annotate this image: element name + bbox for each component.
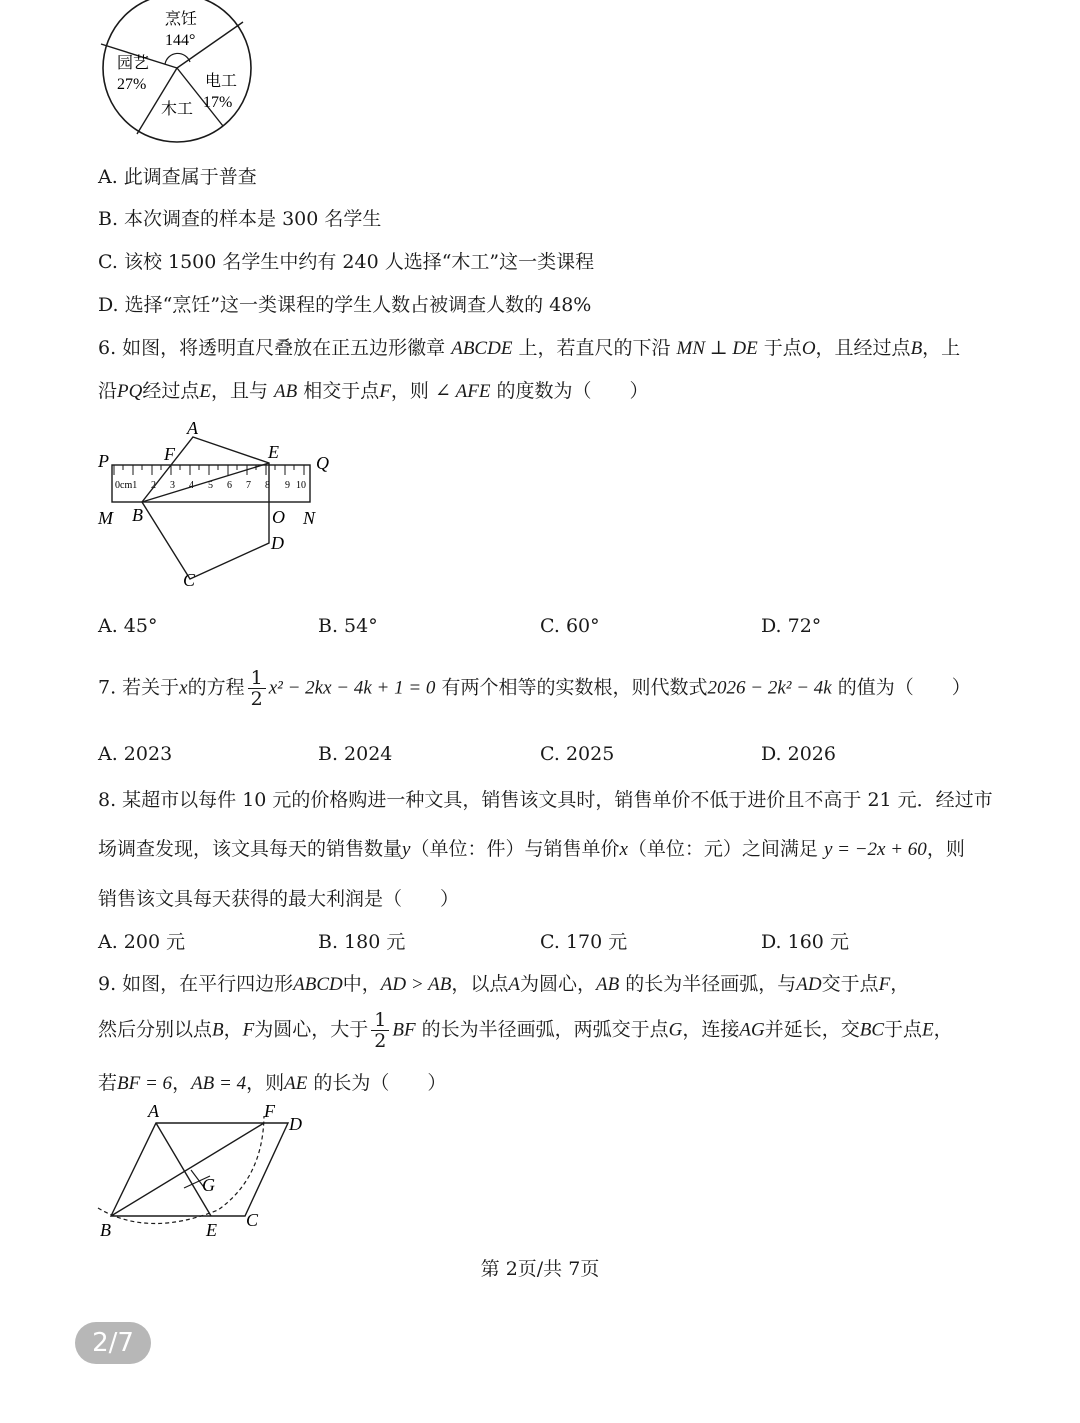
ruler-tick-9: 9 [285,480,290,491]
q6-option-d: D. 72° [761,615,822,637]
pie-chart-figure [95,0,260,160]
q7-option-b: B. 2024 [318,743,393,765]
pie-value-cooking: 144° [165,32,196,49]
q9-label-G: G [202,1175,215,1195]
q6-label-A: A [187,418,198,438]
q6-label-E: E [268,442,279,462]
q6-label-M: M [98,508,113,528]
q6-label-N: N [303,508,316,528]
ruler-tick-0: 0cm1 [115,480,138,491]
q8-option-b: B. 180 元 [318,931,406,953]
q7-option-c: C. 2025 [540,743,615,765]
q8-option-a: A. 200 元 [98,931,186,953]
q6-option-a: A. 45° [98,615,158,637]
q9-stem-line3: 若BF = 6，AB = 4，则AE 的长为（ ） [98,1072,447,1094]
q9-label-E: E [206,1220,217,1240]
pie-label-electric: 电工 [205,73,238,90]
q6-label-Q: Q [316,453,329,473]
q5-option-c: C. 该校 1500 名学生中约有 240 人选择“木工”这一类课程 [98,251,595,273]
ruler-tick-10: 10 [296,480,306,491]
pie-label-gardening: 园艺 [117,55,150,72]
page-footer: 第 2页/共 7页 [480,1258,600,1280]
q9-label-D: D [289,1114,302,1134]
q5-option-b: B. 本次调查的样本是 300 名学生 [98,208,382,230]
q9-label-C: C [246,1210,259,1230]
q9-label-B: B [100,1220,111,1240]
pie-label-cooking: 烹饪 [165,11,198,28]
ruler-tick-5: 5 [208,480,213,491]
q7-stem: 7. 若关于x的方程 $\frac{1}{2}$ x² − 2kx − 4k + 1 = 0 有两个相等的实数根，则代数式2026 − 2k² − 4k 的值为（ ） [98,667,971,710]
q5-option-a: A. 此调查属于普查 [98,166,257,188]
pie-label-woodwork: 木工 [161,101,194,118]
q8-stem-line3: 销售该文具每天获得的最大利润是（ ） [98,888,460,910]
ruler-tick-7: 7 [246,480,251,491]
q9-parallelogram-figure [88,1098,328,1243]
q9-stem-line2: 然后分别以点B，F为圆心，大于 $\frac{1}{2}$ BF 的长为半径画弧，两弧交于点G，连接AG并延长，交BC于点E， [98,1009,953,1052]
q5-option-d: D. 选择“烹饪”这一类课程的学生人数占被调查人数的 48% [98,294,592,316]
q6-stem-line2: 沿PQ经过点E，且与 AB 相交于点F，则 ∠ AFE 的度数为（ ） [98,380,649,402]
q9-label-A: A [148,1101,159,1121]
ruler-tick-3: 3 [170,480,175,491]
ruler-tick-4: 4 [189,480,194,491]
q7-option-a: A. 2023 [98,743,173,765]
q9-label-F: F [264,1101,275,1121]
q9-stem-line1: 9. 如图，在平行四边形ABCD中，AD > AB，以点A为圆心，AB 的长为半径画弧，与AD交于点F， [98,973,910,995]
ruler-tick-6: 6 [227,480,232,491]
q6-option-b: B. 54° [318,615,378,637]
q8-stem-line2: 场调查发现，该文具每天的销售数量y（单位：件）与销售单价x（单位：元）之间满足 y = −2x + 60，则 [98,838,965,860]
q7-fraction: $\frac{1}{2}$ [248,668,266,709]
ruler-tick-8: 8 [265,480,270,491]
q8-stem-line1: 8. 某超市以每件 10 元的价格购进一种文具，销售该文具时，销售单价不低于进价且不高于 21 元．经过市 [98,789,993,811]
pie-value-electric: 17% [203,94,233,111]
q8-option-c: C. 170 元 [540,931,628,953]
q6-ruler-pentagon-figure [90,415,350,595]
q6-label-D: D [271,533,284,553]
q9-fraction: $\frac{1}{2}$ [371,1010,389,1051]
ruler-tick-2: 2 [151,480,156,491]
q8-option-d: D. 160 元 [761,931,849,953]
q6-label-P: P [98,451,109,471]
pie-value-gardening: 27% [117,76,147,93]
q6-option-c: C. 60° [540,615,600,637]
page-indicator: 2/7 [75,1322,151,1364]
q6-label-F: F [164,444,175,464]
q6-label-O: O [272,507,285,527]
q6-label-B: B [132,505,143,525]
q6-stem-line1: 6. 如图，将透明直尺叠放在正五边形徽章 ABCDE 上，若直尺的下沿 MN ⊥ DE 于点O，且经过点B，上 [98,337,961,359]
q6-label-C: C [183,570,196,590]
q7-option-d: D. 2026 [761,743,836,765]
